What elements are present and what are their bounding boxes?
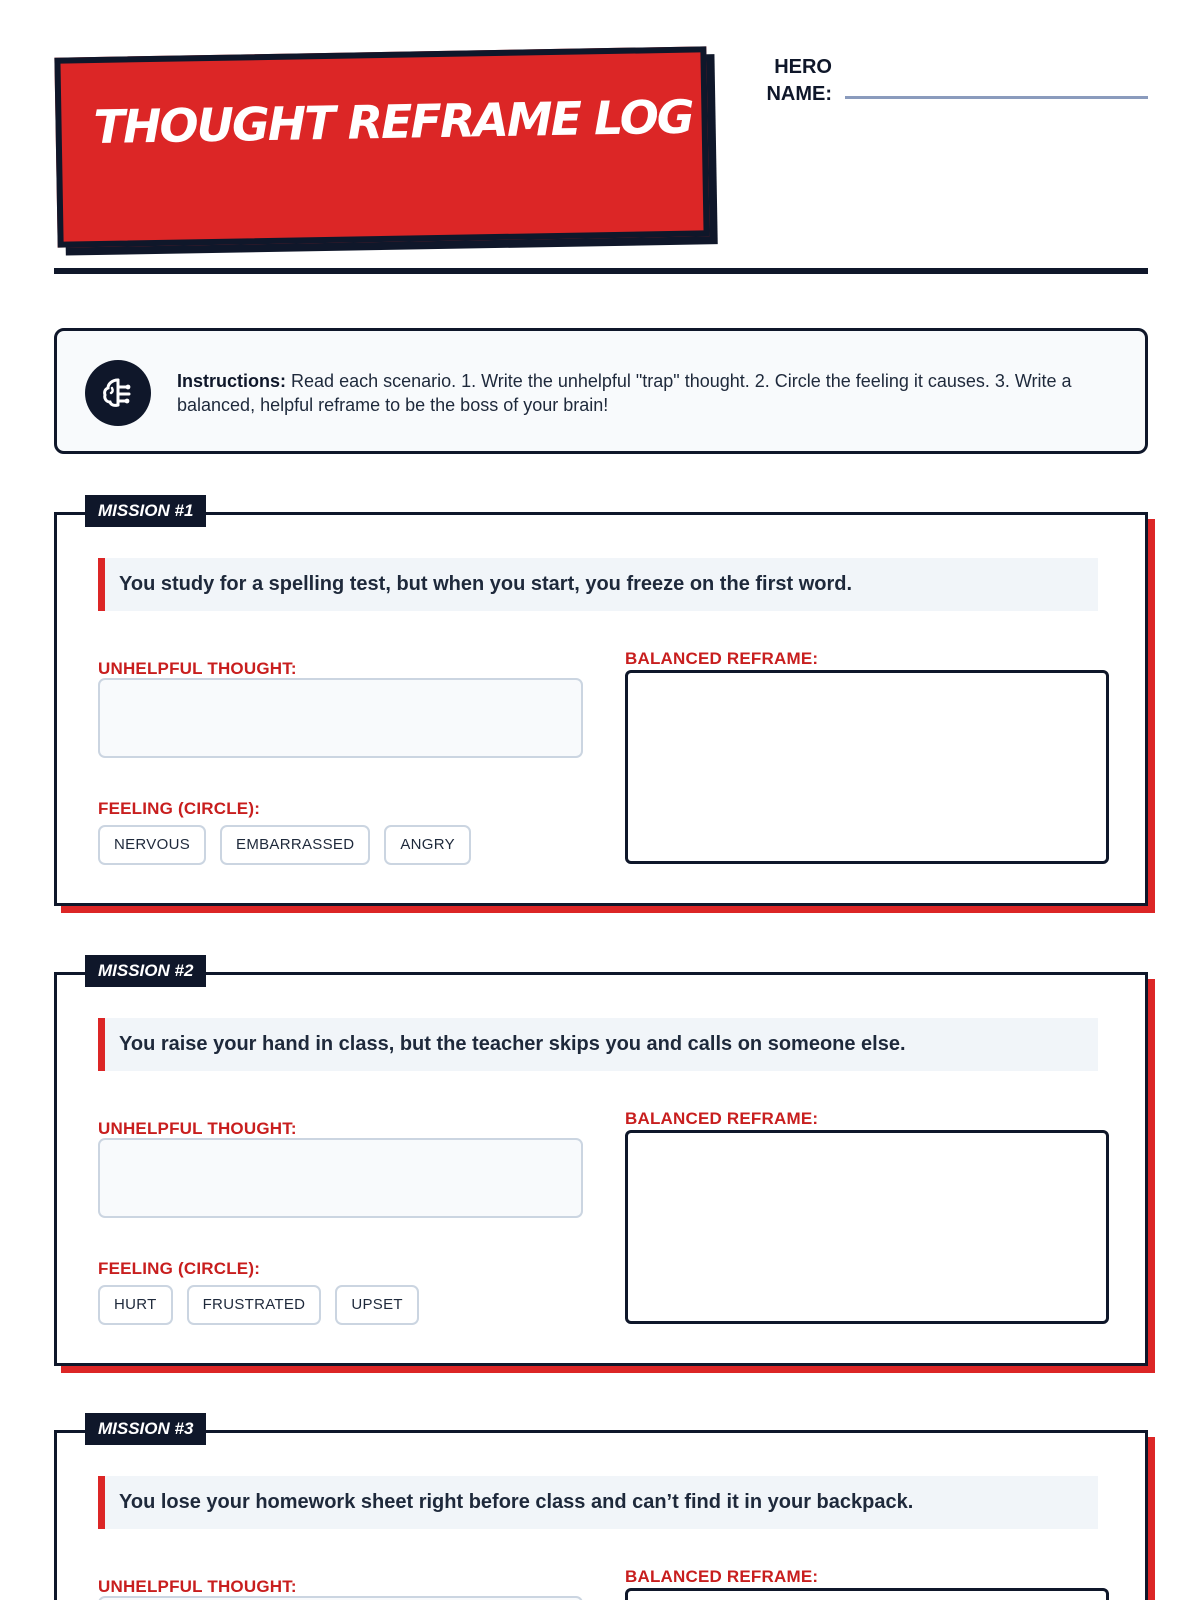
instructions-text bbox=[177, 369, 1107, 417]
balanced-reframe-field[interactable] bbox=[625, 1588, 1109, 1600]
feeling-chip[interactable]: UPSET bbox=[335, 1285, 419, 1325]
header-divider bbox=[54, 268, 1148, 274]
balanced-reframe-label: BALANCED REFRAME: bbox=[625, 1109, 819, 1128]
instructions-body: Read each scenario. 1. Write the unhelpful "trap" thought. 2. Circle the feeling it causes. 3. Write a balanced, helpful reframe to be the boss of your brain! bbox=[177, 371, 1072, 415]
scenario-text: You raise your hand in class, but the teacher skips you and calls on someone else. bbox=[98, 1018, 1098, 1071]
unhelpful-thought-field[interactable] bbox=[98, 1138, 583, 1218]
instructions-panel bbox=[54, 328, 1148, 454]
mission-tag: MISSION #2 bbox=[85, 955, 206, 987]
unhelpful-thought-field[interactable] bbox=[98, 1596, 583, 1600]
unhelpful-thought-label: UNHELPFUL THOUGHT: bbox=[98, 1577, 297, 1596]
page-title: THOUGHT REFRAME LOG bbox=[93, 89, 694, 155]
feeling-options bbox=[98, 825, 471, 865]
feeling-chip[interactable]: ANGRY bbox=[384, 825, 471, 865]
unhelpful-thought-label: UNHELPFUL THOUGHT: bbox=[98, 659, 297, 678]
instructions-lead: Instructions: bbox=[177, 371, 287, 391]
feeling-label: FEELING (CIRCLE): bbox=[98, 1259, 261, 1278]
feeling-chip[interactable]: NERVOUS bbox=[98, 825, 206, 865]
scenario-text: You lose your homework sheet right before class and can’t find it in your backpack. bbox=[98, 1476, 1098, 1529]
mission-card-3 bbox=[54, 1419, 1148, 1600]
balanced-reframe-label: BALANCED REFRAME: bbox=[625, 1567, 819, 1586]
balanced-reframe-field[interactable] bbox=[625, 670, 1109, 864]
feeling-options bbox=[98, 1285, 419, 1325]
title-banner bbox=[54, 46, 709, 247]
scenario-text: You study for a spelling test, but when you start, you freeze on the first word. bbox=[98, 558, 1098, 611]
brain-icon bbox=[85, 360, 151, 426]
feeling-label: FEELING (CIRCLE): bbox=[98, 799, 261, 818]
hero-name-label: HERO NAME: bbox=[766, 56, 832, 105]
unhelpful-thought-field[interactable] bbox=[98, 678, 583, 758]
balanced-reframe-field[interactable] bbox=[625, 1130, 1109, 1324]
balanced-reframe-label: BALANCED REFRAME: bbox=[625, 649, 819, 668]
unhelpful-thought-label: UNHELPFUL THOUGHT: bbox=[98, 1119, 297, 1138]
mission-tag: MISSION #1 bbox=[85, 495, 206, 527]
feeling-chip[interactable]: EMBARRASSED bbox=[220, 825, 370, 865]
mission-card-1 bbox=[54, 501, 1148, 906]
feeling-chip[interactable]: FRUSTRATED bbox=[187, 1285, 322, 1325]
hero-name-field[interactable] bbox=[845, 96, 1148, 99]
mission-card-2 bbox=[54, 961, 1148, 1366]
feeling-chip[interactable]: HURT bbox=[98, 1285, 173, 1325]
mission-tag: MISSION #3 bbox=[85, 1413, 206, 1445]
